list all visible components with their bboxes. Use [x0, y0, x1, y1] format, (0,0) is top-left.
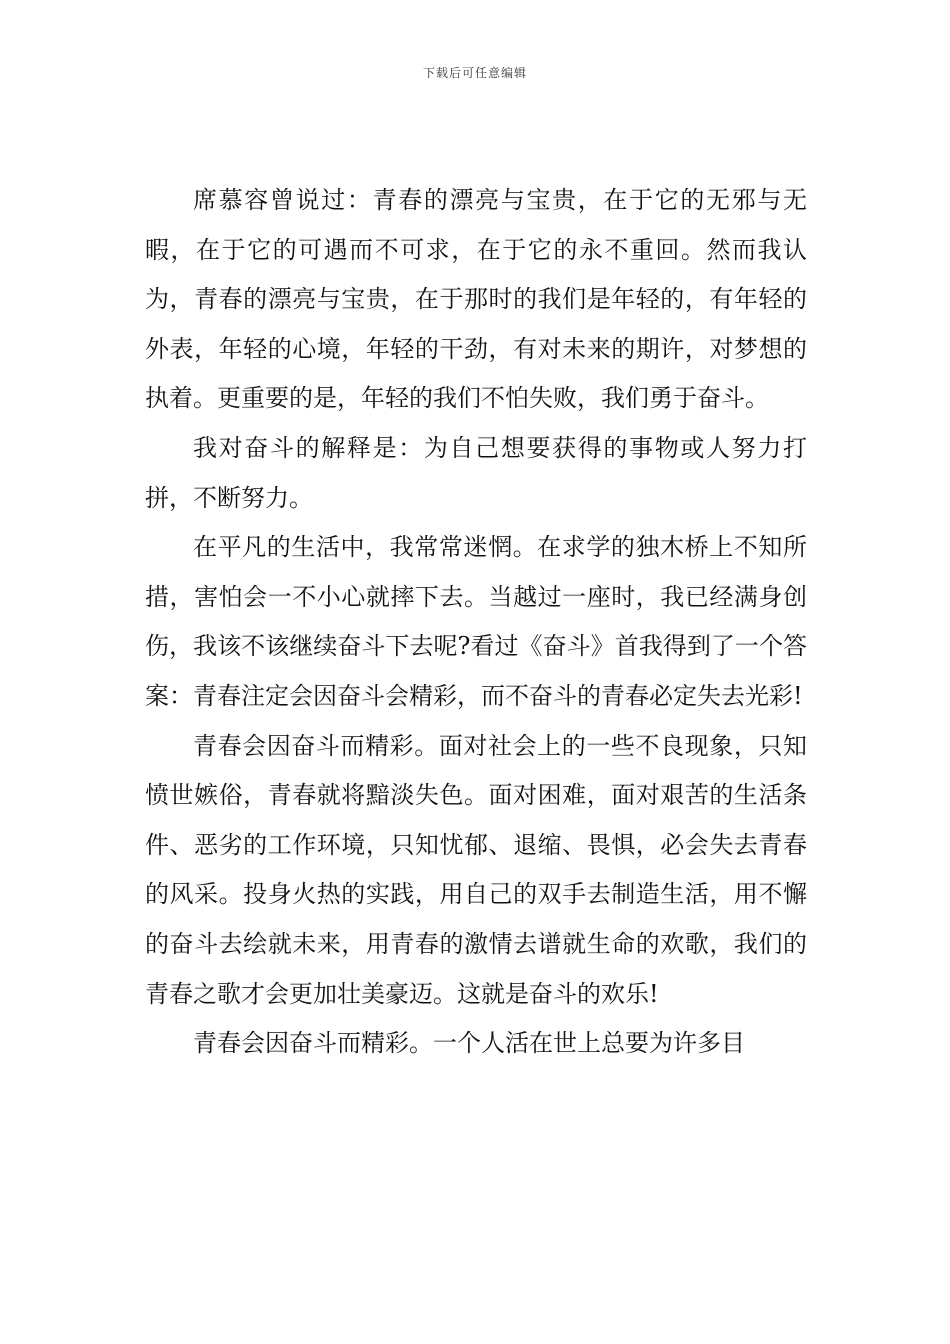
header-note: 下载后可任意编辑: [422, 66, 527, 80]
paragraph: 青春会因奋斗而精彩。面对社会上的一些不良现象，只知愤世嫉俗，青春就将黯淡失色。面对困难，面对艰苦的生活条件、恶劣的工作环境，只知忧郁、退缩、畏惧，必会失去青春的风采。投身火热的实践，用自己的双手去制造生活，用不懈的奋斗去绘就未来，用青春的激情去谱就生命的欢歌，我们的青春之歌才会更加壮美豪迈。这就是奋斗的欢乐!: [145, 731, 807, 1008]
paragraph: 青春会因奋斗而精彩。一个人活在世上总要为许多目: [193, 1029, 745, 1058]
paragraph: 席慕容曾说过：青春的漂亮与宝贵，在于它的无邪与无暇，在于它的可遇而不可求，在于它的永不重回。然而我认为，青春的漂亮与宝贵，在于那时的我们是年轻的，有年轻的外表，年轻的心境，年轻的干劲，有对未来的期许，对梦想的执着。更重要的是，年轻的我们不怕失败，我们勇于奋斗。: [145, 186, 807, 413]
paragraph: 在平凡的生活中，我常常迷惘。在求学的独木桥上不知所措，害怕会一不小心就摔下去。当越过一座时，我已经满身创伤，我该不该继续奋斗下去呢?看过《奋斗》首我得到了一个答案：青春注定会因奋斗会精彩，而不奋斗的青春必定失去光彩!: [145, 533, 807, 710]
paragraph: 我对奋斗的解释是：为自己想要获得的事物或人努力打拼，不断努力。: [145, 433, 807, 512]
document-body: [145, 176, 807, 1069]
